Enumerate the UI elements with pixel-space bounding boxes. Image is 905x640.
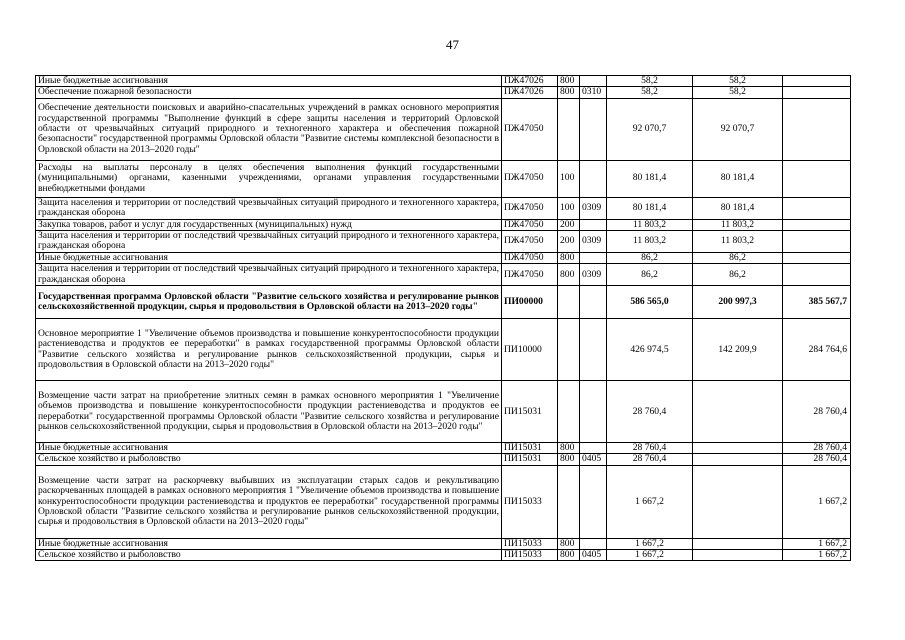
target-article-cell: ПЖ47050 xyxy=(502,264,558,286)
section-subsection-cell xyxy=(580,76,607,87)
table-row xyxy=(36,252,851,263)
own-funds-amount-cell: 86,2 xyxy=(693,252,783,263)
row-name-cell: Сельское хозяйство и рыболовство xyxy=(36,454,502,465)
row-name-cell: Защита населения и территории от последствий чрезвычайных ситуаций природного и техногенного характера, гражданская оборона xyxy=(36,197,502,219)
expense-type-cell: 800 xyxy=(558,538,580,549)
expense-type-cell: 100 xyxy=(558,160,580,197)
own-funds-amount-cell: 58,2 xyxy=(693,76,783,87)
section-subsection-cell: 0309 xyxy=(580,230,607,252)
budget-table xyxy=(35,75,851,561)
federal-funds-amount-cell: 1 667,2 xyxy=(783,550,851,561)
section-subsection-cell xyxy=(580,252,607,263)
own-funds-amount-cell xyxy=(693,538,783,549)
row-name-cell: Иные бюджетные ассигнования xyxy=(36,538,502,549)
table-row xyxy=(36,286,851,319)
row-name-cell: Иные бюджетные ассигнования xyxy=(36,443,502,454)
section-subsection-cell: 0309 xyxy=(580,264,607,286)
row-name-cell: Защита населения и территории от последствий чрезвычайных ситуаций природного и техногенного характера, гражданская оборона xyxy=(36,230,502,252)
row-name-cell: Государственная программа Орловской области "Развитие сельского хозяйства и регулирование рынков сельскохозяйственной продукции, сырья и продовольствия в Орловской области на 2013–2020 годы" xyxy=(36,286,502,319)
target-article-cell: ПЖ47050 xyxy=(502,160,558,197)
table-row xyxy=(36,98,851,160)
federal-funds-amount-cell xyxy=(783,87,851,98)
expense-type-cell: 200 xyxy=(558,219,580,230)
row-name-cell: Закупка товаров, работ и услуг для государственных (муниципальных) нужд xyxy=(36,219,502,230)
target-article-cell: ПИ15033 xyxy=(502,538,558,549)
section-subsection-cell xyxy=(580,98,607,160)
expense-type-cell xyxy=(558,286,580,319)
target-article-cell: ПИ00000 xyxy=(502,286,558,319)
section-subsection-cell xyxy=(580,381,607,443)
own-funds-amount-cell: 92 070,7 xyxy=(693,98,783,160)
own-funds-amount-cell: 80 181,4 xyxy=(693,197,783,219)
section-subsection-cell: 0405 xyxy=(580,550,607,561)
own-funds-amount-cell xyxy=(693,443,783,454)
own-funds-amount-cell xyxy=(693,454,783,465)
section-subsection-cell: 0310 xyxy=(580,87,607,98)
table-row xyxy=(36,197,851,219)
target-article-cell: ПИ15031 xyxy=(502,381,558,443)
own-funds-amount-cell: 58,2 xyxy=(693,87,783,98)
target-article-cell: ПЖ47050 xyxy=(502,219,558,230)
own-funds-amount-cell: 11 803,2 xyxy=(693,230,783,252)
federal-funds-amount-cell: 28 760,4 xyxy=(783,443,851,454)
section-subsection-cell xyxy=(580,219,607,230)
target-article-cell: ПЖ47050 xyxy=(502,230,558,252)
row-name-cell: Иные бюджетные ассигнования xyxy=(36,252,502,263)
federal-funds-amount-cell xyxy=(783,264,851,286)
total-amount-cell: 80 181,4 xyxy=(607,160,693,197)
expense-type-cell: 800 xyxy=(558,76,580,87)
table-row xyxy=(36,219,851,230)
section-subsection-cell xyxy=(580,443,607,454)
expense-type-cell: 100 xyxy=(558,197,580,219)
row-name-cell: Возмещение части затрат на приобретение элитных семян в рамках основного мероприятия 1 "Увеличение объемов производства и повышение конкурентоспособности продукции растениеводства и продуктов ее переработки" государственной программы Орловской области "Развитие сельского хозяйства и регулирование рынков сельскохозяйственной продукции, сырья и продовольствия в Орловской области на 2013–2020 годы" xyxy=(36,381,502,443)
expense-type-cell: 800 xyxy=(558,550,580,561)
table-row xyxy=(36,87,851,98)
own-funds-amount-cell xyxy=(693,550,783,561)
target-article-cell: ПЖ47050 xyxy=(502,252,558,263)
federal-funds-amount-cell xyxy=(783,252,851,263)
expense-type-cell: 800 xyxy=(558,87,580,98)
target-article-cell: ПЖ47026 xyxy=(502,76,558,87)
table-row xyxy=(36,230,851,252)
own-funds-amount-cell xyxy=(693,381,783,443)
table-row xyxy=(36,443,851,454)
table-row xyxy=(36,264,851,286)
table-row xyxy=(36,550,851,561)
target-article-cell: ПИ15033 xyxy=(502,550,558,561)
row-name-cell: Основное мероприятие 1 "Увеличение объемов производства и повышение конкурентоспособности продукции растениеводства и продуктов ее переработки" в рамках государственной программы Орловской области "Развитие сельского хозяйства и регулирование рынков сельскохозяйственной продукции, сырья и продовольствия в Орловской области на 2013–2020 годы" xyxy=(36,319,502,381)
section-subsection-cell xyxy=(580,465,607,538)
own-funds-amount-cell: 200 997,3 xyxy=(693,286,783,319)
section-subsection-cell: 0405 xyxy=(580,454,607,465)
expense-type-cell: 800 xyxy=(558,252,580,263)
expense-type-cell xyxy=(558,381,580,443)
federal-funds-amount-cell xyxy=(783,219,851,230)
row-name-cell: Обеспечение деятельности поисковых и аварийно-спасательных учреждений в рамках основного мероприятия государственной программы "Выполнение функций в сфере защиты населения и территорий Орловской области от чрезвычайных ситуаций природного и техногенного характера и обеспечения пожарной безопасности" государственной программы Орловской области "Развитие системы комплексной безопасности в Орловской области на 2013–2020 годы" xyxy=(36,98,502,160)
expense-type-cell: 800 xyxy=(558,454,580,465)
total-amount-cell: 92 070,7 xyxy=(607,98,693,160)
federal-funds-amount-cell xyxy=(783,230,851,252)
total-amount-cell: 1 667,2 xyxy=(607,538,693,549)
table-row xyxy=(36,76,851,87)
total-amount-cell: 58,2 xyxy=(607,76,693,87)
table-row xyxy=(36,454,851,465)
total-amount-cell: 426 974,5 xyxy=(607,319,693,381)
section-subsection-cell: 0309 xyxy=(580,197,607,219)
total-amount-cell: 28 760,4 xyxy=(607,454,693,465)
table-row xyxy=(36,160,851,197)
target-article-cell: ПЖ47026 xyxy=(502,87,558,98)
budget-table-body xyxy=(36,76,851,561)
expense-type-cell xyxy=(558,319,580,381)
expense-type-cell xyxy=(558,465,580,538)
total-amount-cell: 86,2 xyxy=(607,252,693,263)
federal-funds-amount-cell: 385 567,7 xyxy=(783,286,851,319)
expense-type-cell xyxy=(558,98,580,160)
expense-type-cell: 200 xyxy=(558,230,580,252)
row-name-cell: Защита населения и территории от последствий чрезвычайных ситуаций природного и техногенного характера, гражданская оборона xyxy=(36,264,502,286)
federal-funds-amount-cell: 1 667,2 xyxy=(783,538,851,549)
total-amount-cell: 28 760,4 xyxy=(607,381,693,443)
table-row xyxy=(36,319,851,381)
total-amount-cell: 11 803,2 xyxy=(607,230,693,252)
own-funds-amount-cell xyxy=(693,465,783,538)
federal-funds-amount-cell xyxy=(783,98,851,160)
own-funds-amount-cell: 86,2 xyxy=(693,264,783,286)
table-row xyxy=(36,538,851,549)
section-subsection-cell xyxy=(580,538,607,549)
total-amount-cell: 1 667,2 xyxy=(607,465,693,538)
own-funds-amount-cell: 80 181,4 xyxy=(693,160,783,197)
federal-funds-amount-cell: 28 760,4 xyxy=(783,454,851,465)
total-amount-cell: 80 181,4 xyxy=(607,197,693,219)
total-amount-cell: 11 803,2 xyxy=(607,219,693,230)
federal-funds-amount-cell xyxy=(783,197,851,219)
row-name-cell: Возмещение части затрат на раскорчевку выбывших из эксплуатации старых садов и рекультивацию раскорчеванных площадей в рамках основного мероприятия 1 "Увеличение объемов производства и повышение конкурентоспособности продукции растениеводства и продуктов ее переработки" государственной программы Орловской области "Развитие сельского хозяйства и регулирование рынков сельскохозяйственной продукции, сырья и продовольствия в Орловской области на 2013–2020 годы" xyxy=(36,465,502,538)
total-amount-cell: 28 760,4 xyxy=(607,443,693,454)
target-article-cell: ПЖ47050 xyxy=(502,197,558,219)
target-article-cell: ПЖ47050 xyxy=(502,98,558,160)
own-funds-amount-cell: 142 209,9 xyxy=(693,319,783,381)
row-name-cell: Обеспечение пожарной безопасности xyxy=(36,87,502,98)
total-amount-cell: 86,2 xyxy=(607,264,693,286)
target-article-cell: ПИ15031 xyxy=(502,454,558,465)
federal-funds-amount-cell xyxy=(783,76,851,87)
target-article-cell: ПИ15033 xyxy=(502,465,558,538)
row-name-cell: Сельское хозяйство и рыболовство xyxy=(36,550,502,561)
expense-type-cell: 800 xyxy=(558,264,580,286)
row-name-cell: Иные бюджетные ассигнования xyxy=(36,76,502,87)
federal-funds-amount-cell xyxy=(783,160,851,197)
section-subsection-cell xyxy=(580,319,607,381)
total-amount-cell: 58,2 xyxy=(607,87,693,98)
target-article-cell: ПИ15031 xyxy=(502,443,558,454)
table-row xyxy=(36,381,851,443)
federal-funds-amount-cell: 284 764,6 xyxy=(783,319,851,381)
own-funds-amount-cell: 11 803,2 xyxy=(693,219,783,230)
row-name-cell: Расходы на выплаты персоналу в целях обеспечения выполнения функций государственными (муниципальными) органами, казенными учреждениями, органами управления государственными внебюджетными фондами xyxy=(36,160,502,197)
section-subsection-cell xyxy=(580,286,607,319)
table-row xyxy=(36,465,851,538)
total-amount-cell: 586 565,0 xyxy=(607,286,693,319)
section-subsection-cell xyxy=(580,160,607,197)
federal-funds-amount-cell: 28 760,4 xyxy=(783,381,851,443)
total-amount-cell: 1 667,2 xyxy=(607,550,693,561)
target-article-cell: ПИ10000 xyxy=(502,319,558,381)
expense-type-cell: 800 xyxy=(558,443,580,454)
page-number: 47 xyxy=(446,37,459,52)
federal-funds-amount-cell: 1 667,2 xyxy=(783,465,851,538)
